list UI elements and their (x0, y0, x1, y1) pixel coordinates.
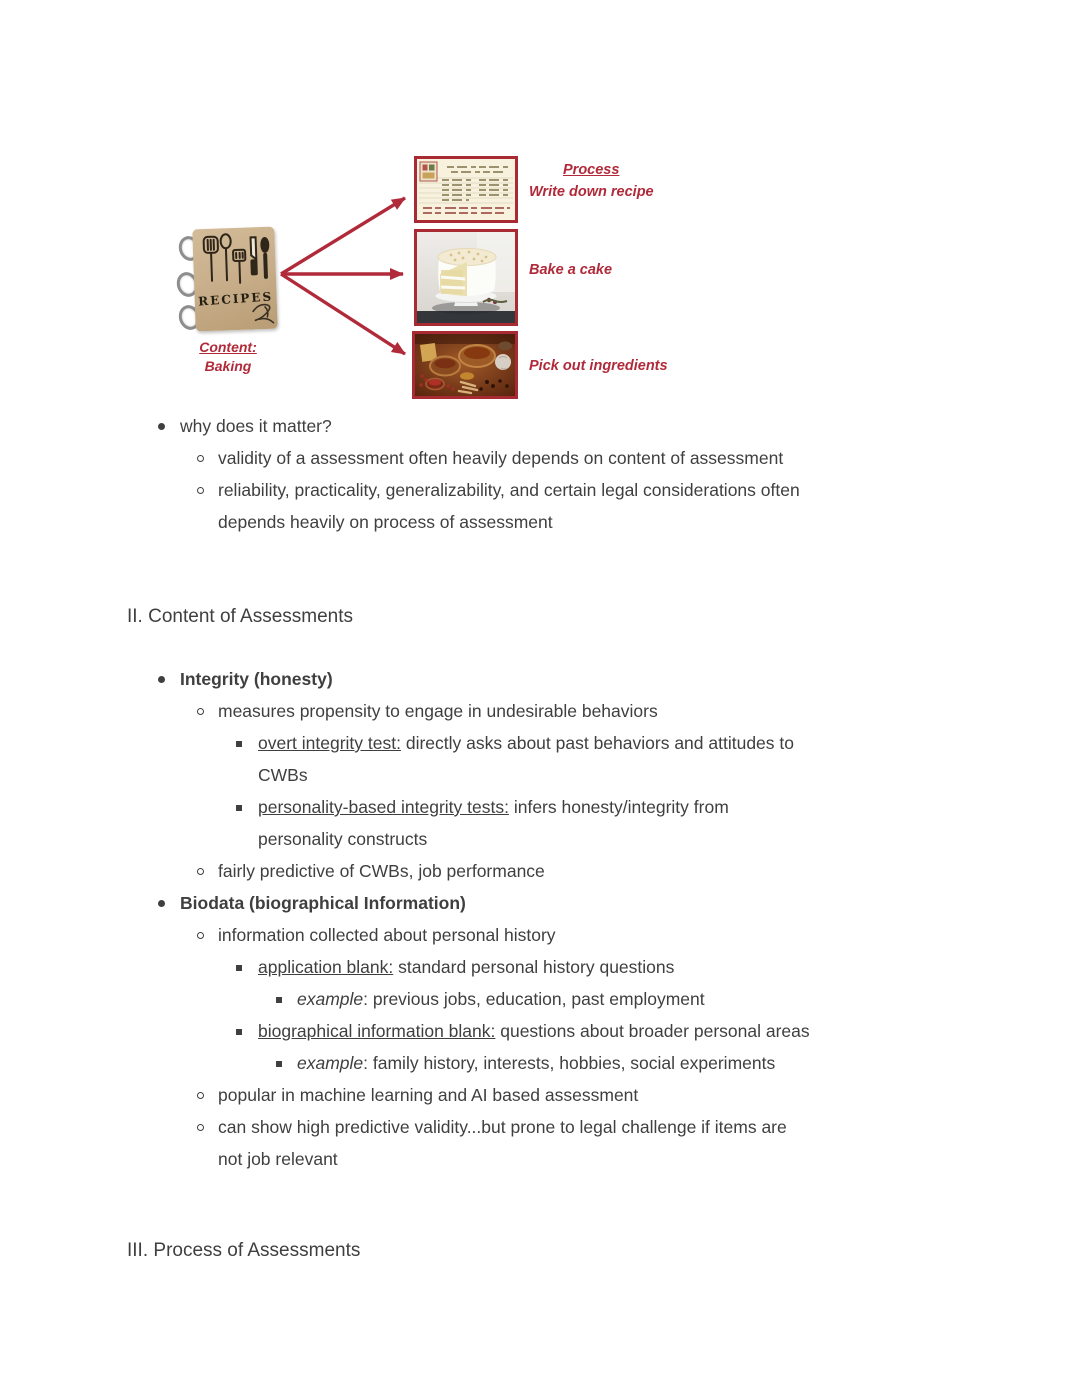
list-item (127, 919, 967, 951)
list-item (127, 663, 967, 695)
bullet-marker-square (236, 965, 242, 971)
list-item (127, 951, 967, 983)
diagram-arrows (0, 0, 1080, 410)
bullet-marker-square (276, 997, 282, 1003)
list-item-text: questions about broader personal areas (495, 1021, 810, 1041)
list-item-text: overt integrity test: (258, 733, 401, 753)
list-item-text: measures propensity to engage in undesirable behaviors (218, 701, 658, 721)
list-item-text: depends heavily on process of assessment (218, 512, 553, 532)
list-item-text: infers honesty/integrity from (508, 797, 729, 817)
list-item-text: Biodata (biographical Information) (180, 893, 466, 913)
bullet-marker-square (236, 805, 242, 811)
list-item-text: biographical information blank: (258, 1021, 496, 1041)
list-item-text: reliability, practicality, generalizability, and certain legal considerations often (218, 480, 800, 500)
bullet-marker-disc (158, 900, 165, 907)
bullet-marker-circle (197, 708, 204, 715)
list-item (127, 695, 967, 727)
list-item-text: personality constructs (258, 829, 428, 849)
bullet-marker-disc (158, 676, 165, 683)
list-item (127, 791, 967, 855)
list-item (127, 887, 967, 919)
list-item-text: : family history, interests, hobbies, social experiments (363, 1053, 776, 1073)
section-heading-content-of-assessments: II. Content of Assessments (127, 606, 353, 627)
ingredients-image (412, 331, 518, 399)
process-label: Process (563, 162, 620, 178)
pick-out-ingredients-label: Pick out ingredients (529, 358, 668, 374)
bullet-marker-square (236, 741, 242, 747)
list-item (127, 983, 967, 1015)
list-item-text: example (297, 989, 364, 1009)
section-heading-process-of-assessments: III. Process of Assessments (127, 1240, 361, 1261)
book-cover-text: RECIPES (197, 289, 274, 309)
list-item-text: Integrity (honesty) (180, 669, 333, 689)
list-item (127, 1015, 967, 1047)
list-item-text: CWBs (258, 765, 308, 785)
bullet-marker-circle (197, 1092, 204, 1099)
baking-label: Baking (204, 358, 252, 374)
bullet-marker-circle (197, 868, 204, 875)
bake-a-cake-label: Bake a cake (529, 262, 613, 278)
bullet-marker-circle (197, 487, 204, 494)
bullet-marker-circle (197, 932, 204, 939)
cake-image (414, 229, 518, 326)
baking-analogy-diagram[interactable] (0, 0, 1080, 410)
book-caption (178, 338, 278, 376)
list-item (127, 727, 967, 791)
bullet-list-content-of-assessments (127, 663, 967, 1175)
list-item-text: validity of a assessment often heavily depends on content of assessment (218, 448, 784, 468)
bullet-marker-square (236, 1029, 242, 1035)
bullet-marker-disc (158, 423, 165, 430)
list-item-text: : previous jobs, education, past employment (363, 989, 705, 1009)
bullet-list-why-it-matters (127, 410, 967, 538)
list-item (127, 1079, 967, 1111)
bullet-marker-circle (197, 1124, 204, 1131)
list-item-text: can show high predictive validity...but prone to legal challenge if items are (218, 1117, 787, 1137)
list-item-text: popular in machine learning and AI based assessment (218, 1085, 639, 1105)
list-item-text: standard personal history questions (393, 957, 675, 977)
list-item (127, 442, 967, 474)
list-item (127, 1111, 967, 1175)
list-item (127, 410, 967, 442)
list-item-text: fairly predictive of CWBs, job performance (218, 861, 545, 881)
content-label: Content: (199, 339, 257, 355)
bullet-marker-square (276, 1061, 282, 1067)
bullet-marker-circle (197, 455, 204, 462)
recipes-book-image (192, 227, 278, 332)
write-down-recipe-label: Write down recipe (529, 184, 654, 200)
list-item-text: directly asks about past behaviors and attitudes to (400, 733, 794, 753)
list-item (127, 474, 967, 538)
list-item-text: example (297, 1053, 364, 1073)
list-item-text: why does it matter? (180, 416, 332, 436)
recipe-card-image (414, 156, 518, 223)
list-item-text: not job relevant (218, 1149, 338, 1169)
kitchen-utensils-icon (192, 227, 278, 332)
list-item-text: personality-based integrity tests: (258, 797, 509, 817)
list-item (127, 1047, 967, 1079)
list-item-text: application blank: (258, 957, 394, 977)
list-item (127, 855, 967, 887)
list-item-text: information collected about personal history (218, 925, 556, 945)
